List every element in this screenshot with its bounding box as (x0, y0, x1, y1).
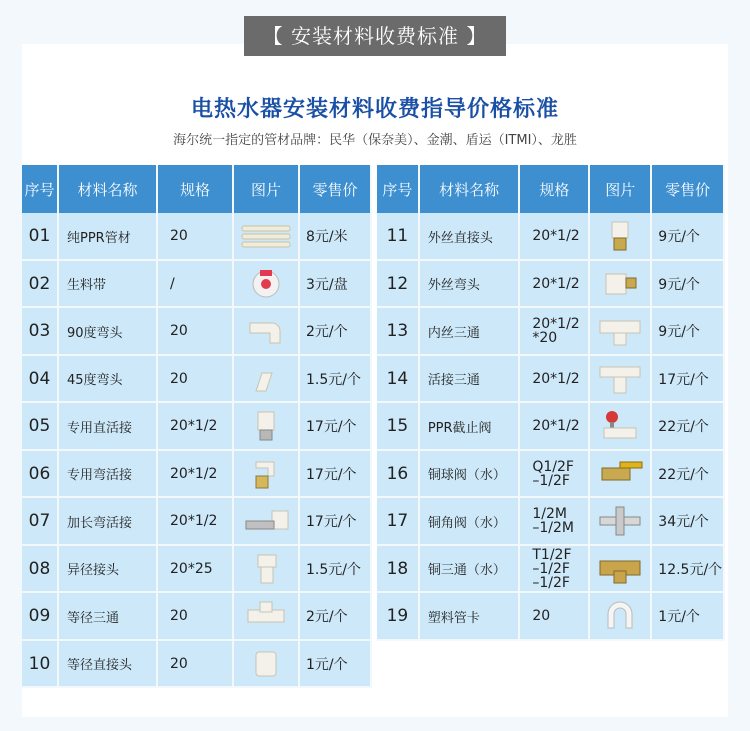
material-image (234, 641, 300, 688)
table-row (22, 308, 372, 356)
table-row (377, 498, 725, 546)
table-row (22, 641, 372, 688)
retail-price: 17元/个 (652, 356, 725, 403)
material-name: 铜三通（水） (420, 546, 521, 593)
retail-price: 17元/个 (300, 451, 372, 498)
table-row (377, 451, 725, 498)
material-spec (158, 308, 234, 356)
material-spec (520, 593, 590, 641)
equal-tee-icon (236, 598, 296, 634)
material-name: 外丝弯头 (420, 261, 521, 308)
header-image: 图片 (234, 165, 300, 213)
material-name: PPR截止阀 (420, 403, 521, 451)
material-image (234, 546, 300, 593)
header-spec: 规格 (158, 165, 234, 213)
material-name: 内丝三通 (420, 308, 521, 356)
spec-line: 20 (170, 370, 188, 387)
material-image (234, 261, 300, 308)
spec-line: 1/2M (532, 506, 567, 522)
material-image (590, 308, 652, 356)
spec-line: 20*1/2 (532, 275, 580, 292)
header-price: 零售价 (652, 165, 725, 213)
material-spec (158, 356, 234, 403)
coupling-icon (236, 646, 296, 682)
female-thread-tee-icon (590, 313, 650, 349)
spec-line: T1/2F (532, 546, 572, 563)
spec-line: Q1/2F (532, 458, 574, 475)
tape-roll-icon (236, 266, 296, 302)
table-row (22, 261, 372, 308)
material-image (234, 593, 300, 641)
page-title: 电热水器安装材料收费指导价格标准 (190, 97, 559, 122)
row-number: 05 (22, 403, 59, 451)
spec-line: 20 (170, 323, 188, 339)
material-image (590, 498, 652, 546)
row-number: 11 (377, 213, 420, 261)
spec-line: 20*1/2 (532, 370, 580, 387)
material-name: 塑料管卡 (420, 593, 521, 641)
retail-price: 3元/盘 (300, 261, 372, 308)
material-image (590, 451, 652, 498)
straight-union-icon (236, 408, 296, 444)
row-number: 01 (22, 213, 59, 261)
spec-line: / (170, 275, 175, 292)
spec-line: –1/2F (532, 472, 570, 489)
table-row (22, 403, 372, 451)
spec-line: 20*25 (170, 560, 213, 577)
brass-tee-icon (590, 551, 650, 587)
spec-line: –1/2M (532, 520, 574, 536)
retail-price: 1.5元/个 (300, 546, 372, 593)
row-number: 04 (22, 356, 59, 403)
brand-note: 海尔统一指定的管材品牌：民华（保奈美）、金潮、盾运（ITMI）、龙胜 (173, 133, 577, 148)
spec-line: 20 (532, 608, 551, 624)
material-spec (158, 593, 234, 641)
table-row (377, 261, 725, 308)
table-row (22, 593, 372, 641)
material-name: 等径直接头 (59, 641, 158, 688)
spec-line: 20*1/2 (532, 316, 580, 332)
material-image (590, 213, 652, 261)
material-name: 专用弯活接 (59, 451, 158, 498)
spec-line: 20*1/2 (532, 228, 580, 244)
spec-line: –1/2F (532, 560, 570, 577)
material-name: 铜角阀（水） (420, 498, 521, 546)
material-image (590, 261, 652, 308)
material-name: 90度弯头 (59, 308, 158, 356)
retail-price: 17元/个 (300, 498, 372, 546)
material-name: 等径三通 (59, 593, 158, 641)
material-spec (158, 261, 234, 308)
row-number: 07 (22, 498, 59, 546)
material-image (590, 403, 652, 451)
table-header (22, 165, 372, 213)
material-image (234, 498, 300, 546)
material-spec (158, 498, 234, 546)
elbow-45-icon (236, 361, 296, 397)
material-name: 活接三通 (420, 356, 521, 403)
material-spec (520, 213, 590, 261)
header-image: 图片 (590, 165, 652, 213)
row-number: 18 (377, 546, 420, 593)
long-elbow-union-icon (236, 503, 296, 539)
row-number: 15 (377, 403, 420, 451)
table-row (377, 593, 725, 641)
row-number: 06 (22, 451, 59, 498)
row-number: 16 (377, 451, 420, 498)
row-number: 19 (377, 593, 420, 641)
elbow-union-icon (236, 456, 296, 492)
material-spec (520, 308, 590, 356)
row-number: 13 (377, 308, 420, 356)
table-row (22, 213, 372, 261)
row-number: 17 (377, 498, 420, 546)
spec-line: 20 (170, 655, 188, 672)
header-no: 序号 (377, 165, 420, 213)
spec-line: *20 (532, 330, 558, 346)
material-spec (520, 498, 590, 546)
header-name: 材料名称 (59, 165, 158, 213)
material-spec (158, 403, 234, 451)
ball-valve-icon (590, 456, 650, 492)
retail-price: 2元/个 (300, 308, 372, 356)
row-number: 14 (377, 356, 420, 403)
row-number: 02 (22, 261, 59, 308)
header-spec: 规格 (520, 165, 590, 213)
table-row (377, 403, 725, 451)
material-name: 专用直活接 (59, 403, 158, 451)
table-row (377, 308, 725, 356)
material-image (590, 546, 652, 593)
pipe-clip-icon (590, 598, 650, 634)
material-image (590, 593, 652, 641)
material-name: 铜球阀（水） (420, 451, 521, 498)
top-band (0, 0, 750, 14)
material-image (234, 356, 300, 403)
price-table-left (22, 165, 372, 688)
angle-valve-icon (590, 503, 650, 539)
material-spec (520, 546, 590, 593)
ppr-pipe-icon (236, 218, 296, 254)
table-row (377, 546, 725, 593)
table-row (22, 546, 372, 593)
material-name: 纯PPR管材 (59, 213, 158, 261)
row-number: 12 (377, 261, 420, 308)
retail-price: 22元/个 (652, 403, 725, 451)
retail-price: 9元/个 (652, 308, 725, 356)
spec-line: 20*1/2 (170, 418, 218, 434)
table-row (22, 451, 372, 498)
retail-price: 17元/个 (300, 403, 372, 451)
material-spec (520, 451, 590, 498)
row-number: 03 (22, 308, 59, 356)
retail-price: 34元/个 (652, 498, 725, 546)
table-row (22, 498, 372, 546)
material-spec (158, 641, 234, 688)
retail-price: 9元/个 (652, 213, 725, 261)
retail-price: 1元/个 (652, 593, 725, 641)
table-header (377, 165, 725, 213)
material-spec (158, 213, 234, 261)
material-name: 生料带 (59, 261, 158, 308)
union-tee-icon (590, 361, 650, 397)
header-name: 材料名称 (420, 165, 521, 213)
table-row (377, 356, 725, 403)
retail-price: 22元/个 (652, 451, 725, 498)
spec-line: 20 (170, 608, 188, 624)
material-name: 45度弯头 (59, 356, 158, 403)
table-row (377, 213, 725, 261)
material-image (234, 451, 300, 498)
material-name: 加长弯活接 (59, 498, 158, 546)
material-name: 异径接头 (59, 546, 158, 593)
retail-price: 1元/个 (300, 641, 372, 688)
retail-price: 2元/个 (300, 593, 372, 641)
spec-line: 20*1/2 (532, 418, 580, 434)
male-thread-coupling-icon (590, 218, 650, 254)
material-spec (520, 403, 590, 451)
material-image (234, 308, 300, 356)
material-image (590, 356, 652, 403)
elbow-90-icon (236, 313, 296, 349)
material-image (234, 213, 300, 261)
material-spec (520, 261, 590, 308)
spec-line: 20*1/2 (170, 513, 218, 529)
row-number: 09 (22, 593, 59, 641)
spec-line: –1/2F (532, 574, 570, 591)
retail-price: 8元/米 (300, 213, 372, 261)
retail-price: 9元/个 (652, 261, 725, 308)
material-name: 外丝直接头 (420, 213, 521, 261)
male-thread-elbow-icon (590, 266, 650, 302)
row-number: 10 (22, 641, 59, 688)
material-spec (158, 546, 234, 593)
reducer-icon (236, 551, 296, 587)
material-image (234, 403, 300, 451)
price-table-right (377, 165, 725, 641)
spec-line: 20*1/2 (170, 465, 218, 482)
stop-valve-icon (590, 408, 650, 444)
material-spec (158, 451, 234, 498)
retail-price: 1.5元/个 (300, 356, 372, 403)
header-price: 零售价 (300, 165, 372, 213)
spec-line: 20 (170, 228, 188, 244)
table-row (22, 356, 372, 403)
retail-price: 12.5元/个 (652, 546, 725, 593)
row-number: 08 (22, 546, 59, 593)
section-banner: 【 安装材料收费标准 】 (244, 16, 506, 56)
material-spec (520, 356, 590, 403)
header-no: 序号 (22, 165, 59, 213)
